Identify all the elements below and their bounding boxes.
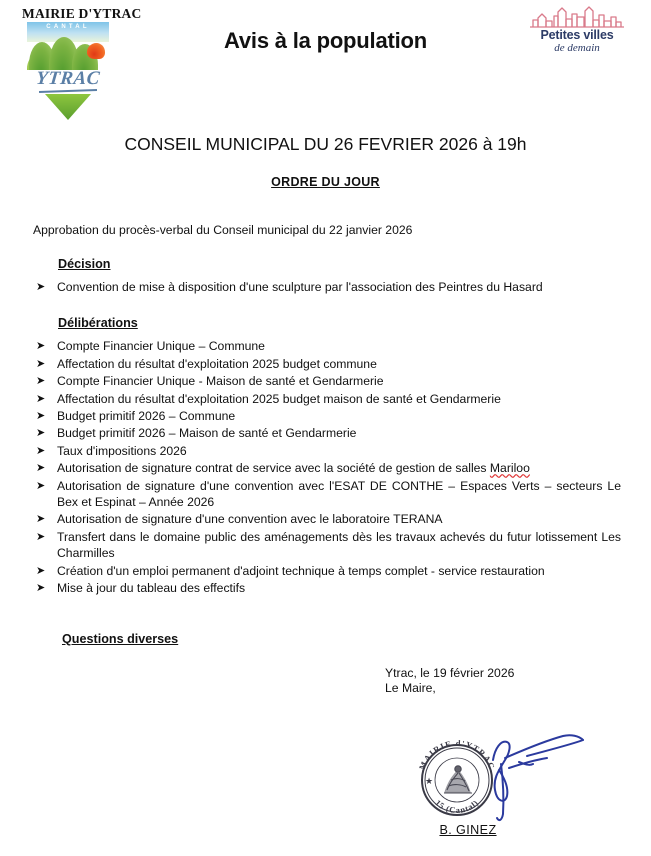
arrow-bullet-icon: ➤	[36, 281, 46, 293]
list-item: ➤ Création d'un emploi permanent d'adjoint technique à temps complet - service restauration	[36, 563, 545, 578]
list-item: ➤ Transfert dans le domaine public des aménagements dès les travaux achevés du futur lotissement Les Charmilles	[36, 529, 621, 561]
misspelled-word: Mariloo	[489, 461, 530, 476]
handwritten-signature	[479, 730, 589, 825]
list-item: ➤ Affectation du résultat d'exploitation 2025 budget maison de santé et Gendarmerie	[36, 391, 501, 406]
arrow-bullet-icon: ➤	[36, 357, 46, 370]
list-item: ➤ Compte Financier Unique – Commune	[36, 339, 265, 354]
svg-text:MAIRIE d'YTRAC: MAIRIE d'YTRAC	[416, 737, 498, 771]
arrow-bullet-icon: ➤	[36, 444, 46, 457]
list-item: ➤ Budget primitif 2026 – Commune	[36, 409, 236, 424]
arrow-bullet-icon: ➤	[36, 530, 46, 543]
arrow-bullet-icon: ➤	[36, 479, 46, 492]
list-item: ➤ Autorisation de signature d'une convention avec le laboratoire TERANA	[36, 512, 443, 527]
arrow-bullet-icon: ➤	[36, 392, 46, 405]
arrow-bullet-icon: ➤	[36, 564, 46, 577]
pvd-subtitle: de demain	[554, 42, 600, 54]
signatory-name: B. GINEZ	[439, 822, 497, 837]
stamp-area	[24, 736, 627, 856]
mairie-label: MAIRIE D'YTRAC	[22, 6, 142, 21]
arrow-bullet-icon: ➤	[36, 462, 46, 475]
signature-place-date: Ytrac, le 19 février 2026	[385, 665, 515, 680]
list-item: ➤ Autorisation de signature contrat de service avec la société de gestion de salles Mariloo	[36, 461, 530, 476]
arrow-bullet-icon: ➤	[36, 582, 46, 595]
list-item: ➤ Taux d'impositions 2026	[36, 443, 187, 458]
arrow-bullet-icon: ➤	[36, 410, 46, 423]
deliberations-list	[24, 338, 627, 596]
page-title: Avis à la population	[224, 28, 427, 53]
town-skyline-icon	[528, 5, 626, 29]
section-heading-questions: Questions diverses	[62, 631, 179, 646]
list-item: ➤ Mise à jour du tableau des effectifs	[36, 581, 246, 596]
document-body	[0, 134, 651, 856]
arrow-bullet-icon: ➤	[36, 427, 46, 440]
section-heading-decision: Décision	[58, 257, 111, 271]
crest-shield-shape	[45, 94, 91, 120]
list-item: ➤ Affectation du résultat d'exploitation 2025 budget commune	[36, 356, 377, 371]
document-header	[0, 0, 651, 118]
signature-role: Le Maire,	[385, 680, 436, 695]
pvd-title: Petites villes	[540, 28, 614, 42]
arrow-bullet-icon: ➤	[36, 375, 46, 388]
list-item: ➤ Budget primitif 2026 – Maison de santé et Gendarmerie	[36, 426, 357, 441]
council-meeting-title: CONSEIL MUNICIPAL DU 26 FEVRIER 2026 à 19h	[124, 134, 527, 154]
arrow-bullet-icon: ➤	[36, 513, 46, 526]
decision-list	[24, 279, 627, 295]
svg-text:★: ★	[425, 775, 434, 786]
list-item: ➤ Autorisation de signature d'une convention avec l'ESAT DE CONTHE – Espaces Verts – secteurs Le Bex et Espinat – Année 2026	[36, 478, 621, 510]
list-item: ➤ Compte Financier Unique - Maison de santé et Gendarmerie	[36, 374, 384, 389]
list-item: ➤ Convention de mise à disposition d'une sculpture par l'association des Peintres du Hasard	[36, 280, 543, 294]
petites-villes-de-demain-logo	[525, 5, 629, 57]
arrow-bullet-icon: ➤	[36, 340, 46, 353]
approbation-line: Approbation du procès-verbal du Conseil municipal du 22 janvier 2026	[33, 223, 413, 237]
section-heading-deliberations: Délibérations	[58, 316, 138, 331]
crest-region-label: CANTAL	[46, 24, 90, 30]
signature-block	[385, 666, 627, 696]
agenda-heading: ORDRE DU JOUR	[271, 175, 380, 189]
crest-town-label: YTRAC	[35, 68, 102, 89]
svg-text:15 (Cantal): 15 (Cantal)	[433, 797, 481, 815]
